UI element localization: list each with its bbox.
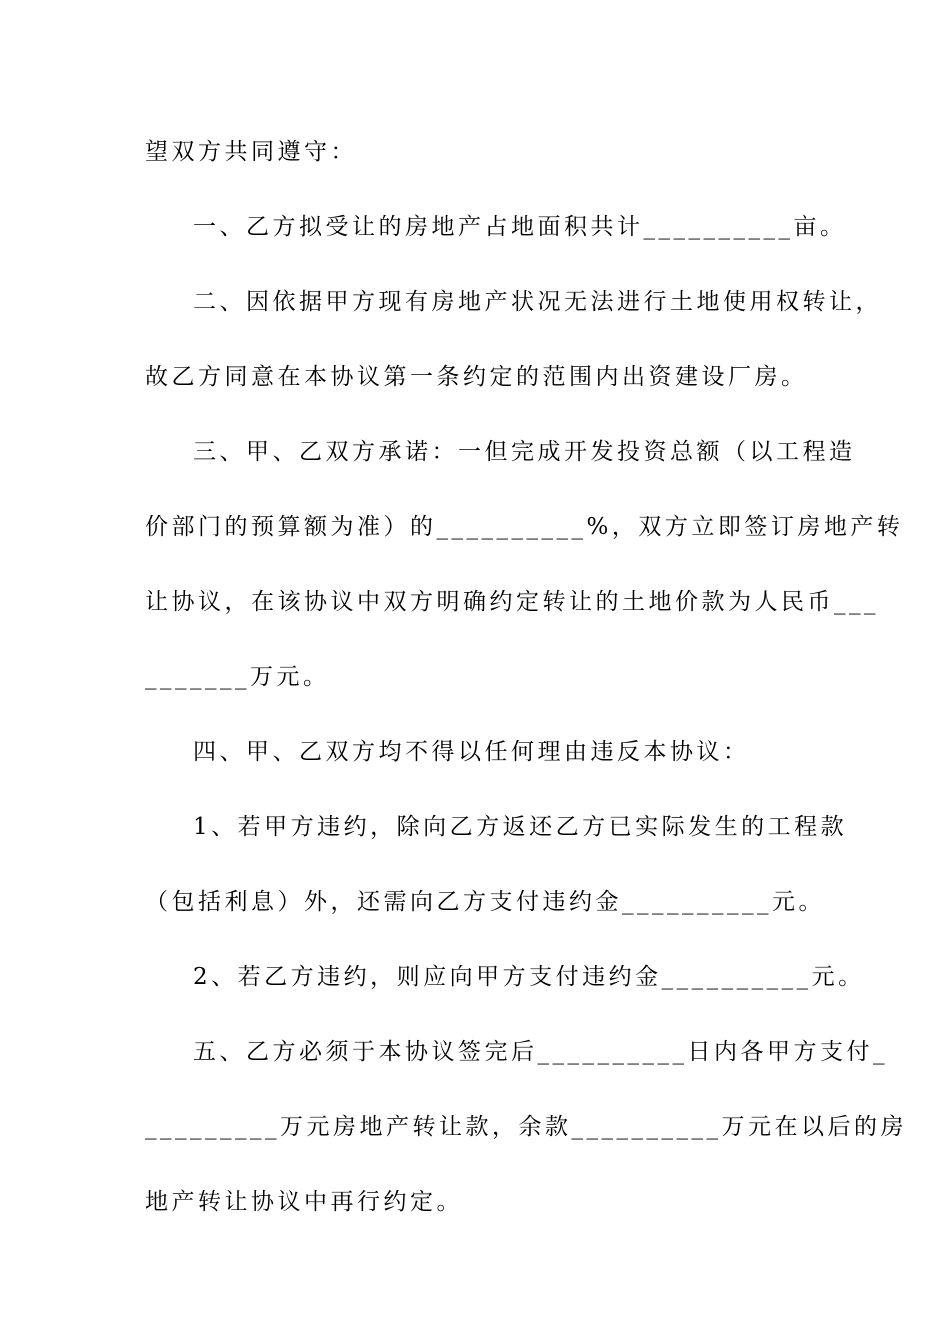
clause-4-item-1-line-2: （包括利息）外，还需向乙方支付违约金__________元。 <box>145 889 825 915</box>
clause-5-line-2: _________万元房地产转让款，余款__________万元在以后的房 <box>145 1114 907 1140</box>
clause-1: 一、乙方拟受让的房地产占地面积共计__________亩。 <box>193 214 847 240</box>
clause-2-line-2: 故乙方同意在本协议第一条约定的范围内出资建设厂房。 <box>145 364 808 390</box>
clause-3-line-4: _______万元。 <box>145 664 330 690</box>
clause-5-line-1: 五、乙方必须于本协议签完后__________日内各甲方支付_ <box>193 1039 888 1065</box>
text-line-1: 望双方共同遵守： <box>145 139 357 165</box>
clause-5-line-3: 地产转让协议中再行约定。 <box>145 1189 463 1215</box>
clause-3-line-1: 三、甲、乙双方承诺：一但完成开发投资总额（以工程造 <box>193 439 856 465</box>
clause-2-line-1: 二、因依据甲方现有房地产状况无法进行土地使用权转让， <box>193 289 882 315</box>
clause-3-line-2: 价部门的预算额为准）的__________%，双方立即签订房地产转 <box>145 514 904 540</box>
clause-3-line-3: 让协议，在该协议中双方明确约定转让的土地价款为人民币___ <box>145 589 879 615</box>
clause-4-item-1-line-1: 1、若甲方违约，除向乙方返还乙方已实际发生的工程款 <box>193 814 848 840</box>
clause-4-heading: 四、甲、乙双方均不得以任何理由违反本协议： <box>193 739 750 765</box>
clause-4-item-2: 2、若乙方违约，则应向甲方支付违约金__________元。 <box>193 964 865 990</box>
